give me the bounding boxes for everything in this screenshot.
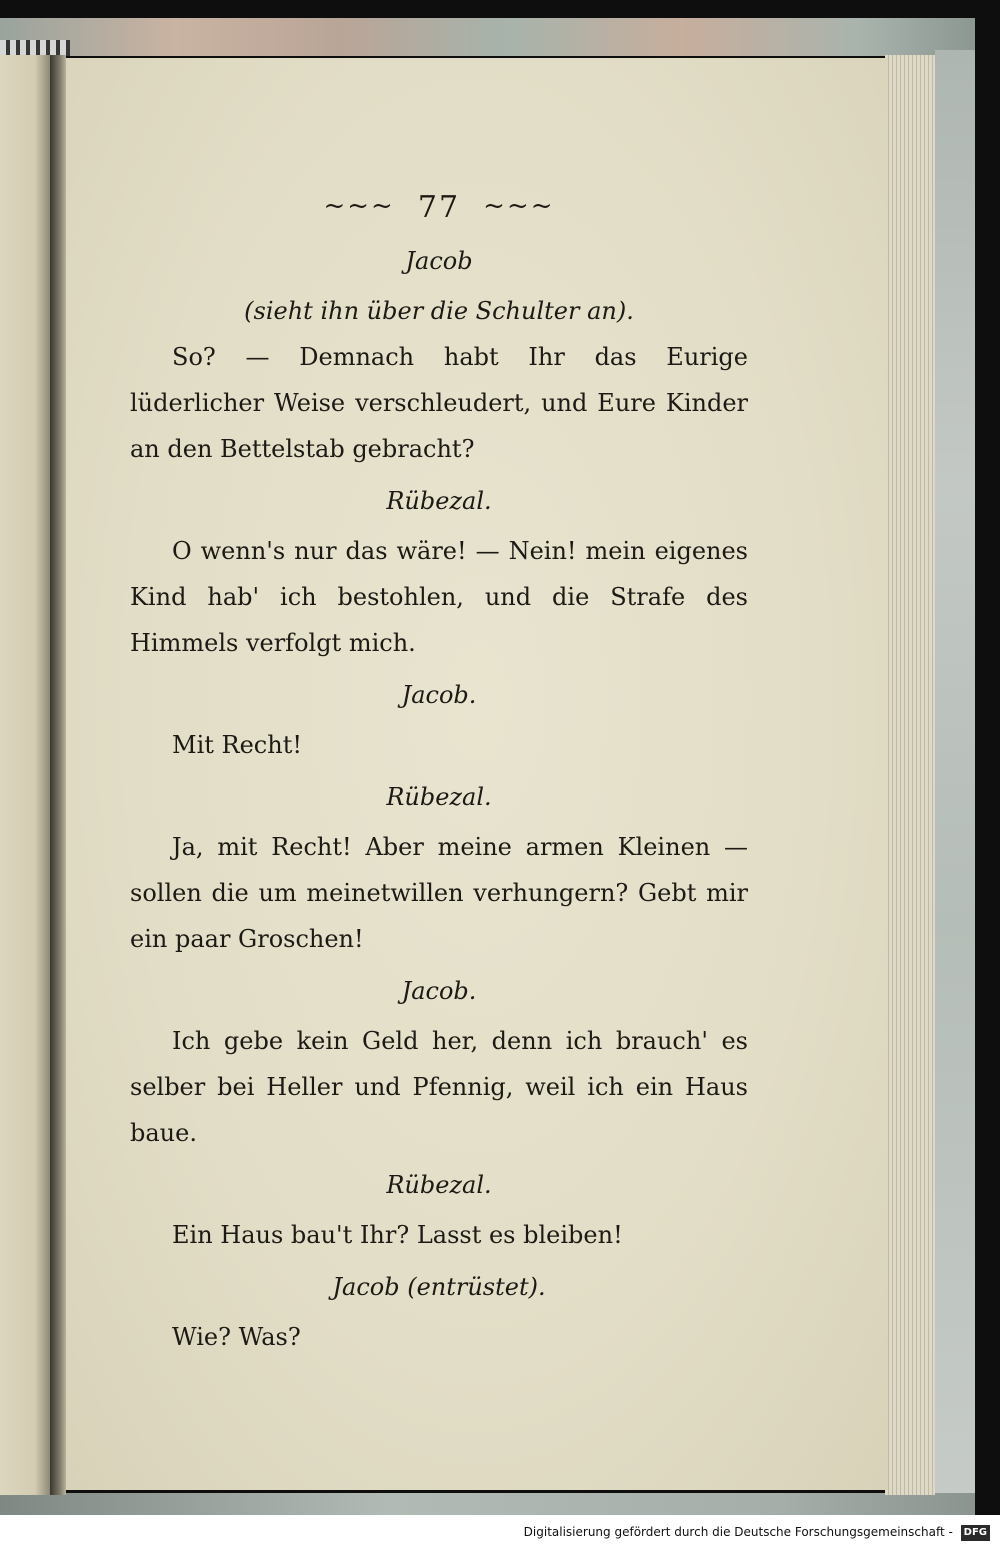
book-cover-top bbox=[0, 18, 975, 56]
page-header bbox=[130, 182, 748, 232]
speaker-name: Jacob. bbox=[401, 681, 477, 709]
dfg-logo: DFG bbox=[961, 1525, 990, 1541]
book-page bbox=[66, 58, 888, 1490]
ornament-right: ~~~ bbox=[483, 191, 555, 221]
digitization-footer bbox=[0, 1515, 1000, 1549]
dialogue-paragraph: Ich gebe kein Geld her, denn ich brauch' es selber bei Heller und Pfennig, weil ich ein Haus baue. bbox=[130, 1027, 748, 1147]
speaker-name: Rübezal. bbox=[386, 487, 492, 515]
dialogue-paragraph: Ein Haus bau't Ihr? Lasst es bleiben! bbox=[172, 1221, 623, 1249]
ornament-left: ~~~ bbox=[323, 191, 395, 221]
page-number: 77 bbox=[417, 190, 461, 225]
book-cover-bottom bbox=[0, 1493, 975, 1515]
dialogue-paragraph: Ja, mit Recht! Aber meine armen Kleinen — sollen die um meinetwillen verhungern? Gebt mir ein paar Groschen! bbox=[130, 833, 748, 953]
page-text bbox=[130, 182, 748, 1364]
book-gutter bbox=[50, 55, 66, 1495]
dialogue-paragraph: Wie? Was? bbox=[172, 1323, 301, 1351]
stage-direction: (sieht ihn über die Schulter an). bbox=[244, 297, 634, 325]
dialogue-paragraph: O wenn's nur das wäre! — Nein! mein eigenes Kind hab' ich bestohlen, und die Strafe des Himmels verfolgt mich. bbox=[130, 537, 748, 657]
speaker-name: Jacob (entrüstet). bbox=[332, 1273, 546, 1301]
page-edges bbox=[885, 55, 935, 1495]
speaker-name: Jacob. bbox=[401, 977, 477, 1005]
footer-text: Digitalisierung gefördert durch die Deutsche Forschungsgemeinschaft - bbox=[523, 1525, 953, 1539]
book-cover-right bbox=[935, 50, 975, 1505]
left-page-edge bbox=[0, 55, 50, 1495]
speaker-name: Rübezal. bbox=[386, 783, 492, 811]
dialogue-paragraph: Mit Recht! bbox=[172, 731, 302, 759]
speaker-name: Rübezal. bbox=[386, 1171, 492, 1199]
binding-stitch bbox=[0, 40, 70, 56]
dialogue-paragraph: So? — Demnach habt Ihr das Eurige lüderlicher Weise verschleudert, und Eure Kinder an den Bettelstab gebracht? bbox=[130, 343, 748, 463]
speaker-name: Jacob bbox=[405, 247, 473, 275]
